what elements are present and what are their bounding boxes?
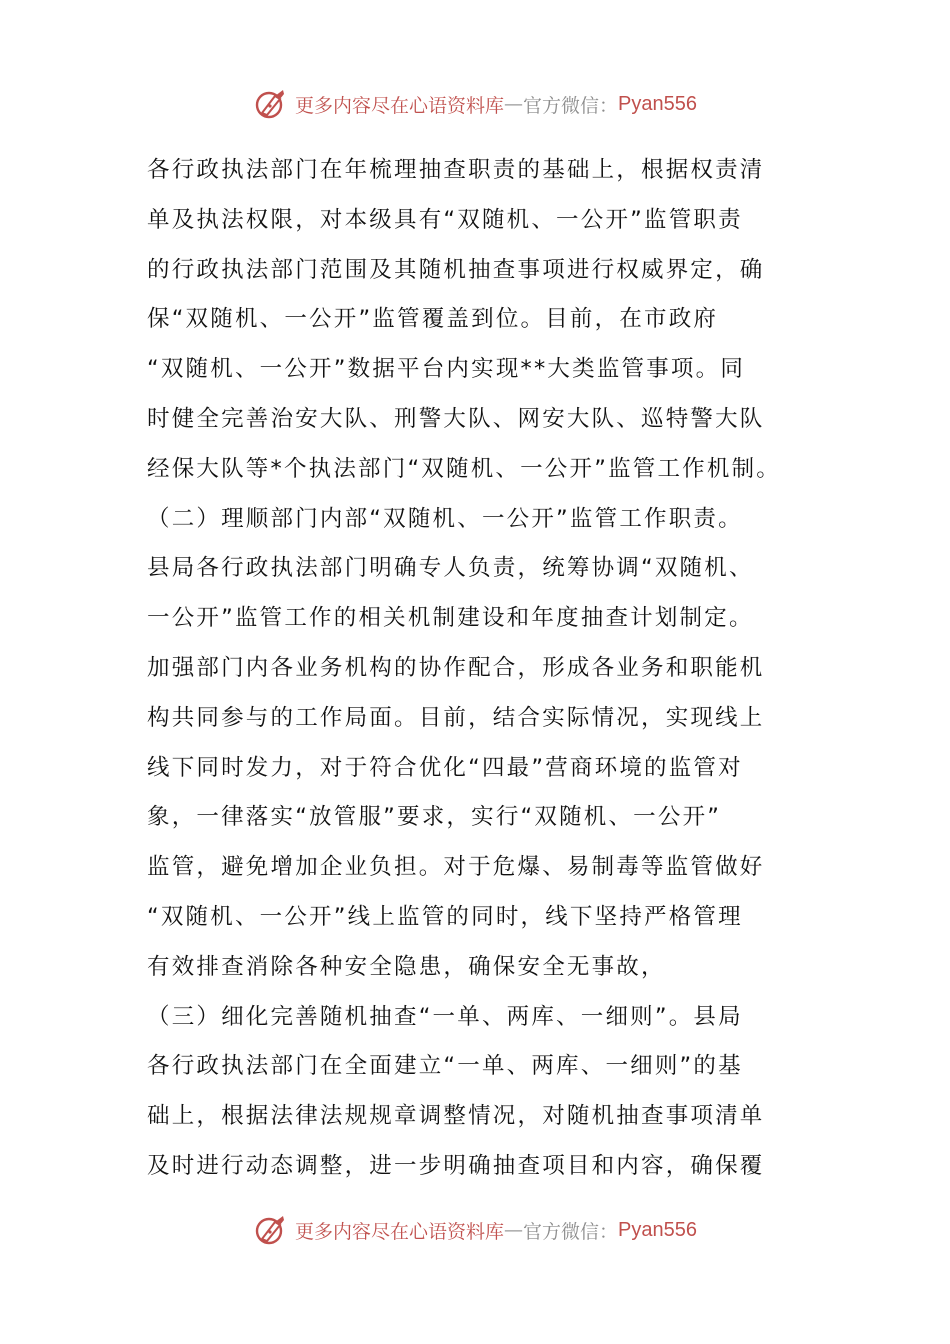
body-line: 监管，避免增加企业负担。对于危爆、易制毒等监管做好 [147,854,765,881]
body-line: 有效排查消除各种安全隐患，确保安全无事故， [147,953,666,980]
body-line: 保“双随机、一公开”监管覆盖到位。目前，在市政府 [147,306,719,333]
body-line: 象，一律落实“放管服”要求，实行“双随机、一公开” [147,804,722,831]
section-heading-line: （二）理顺部门内部“双随机、一公开”监管工作职责。 [147,505,743,532]
banner-text: 更多内容尽在心语资料库 [295,1220,505,1243]
document-body [147,146,827,1192]
header-banner [0,84,950,124]
banner-wechat-label: 官方微信： [523,1220,619,1243]
pen-nib-circle-icon [253,86,289,122]
banner-wechat-id: Pyan556 [618,1218,697,1241]
banner-separator: — [504,1219,524,1241]
body-line: 单及执法权限，对本级具有“双随机、一公开”监管职责 [147,206,743,233]
body-line: 各行政执法部门在年梳理抽查职责的基础上，根据权责清 [147,157,765,183]
body-line: 县局各行政执法部门明确专人负责，统筹协调“双随机、 [147,555,754,582]
body-line: 的行政执法部门范围及其随机抽查事项进行权威界定，确 [147,256,765,283]
pen-nib-circle-icon [253,1212,289,1248]
banner-wechat-label: 官方微信： [523,94,619,117]
banner-wechat-id: Pyan556 [618,92,697,115]
body-line: 础上，根据法律法规规章调整情况，对随机抽查事项清单 [147,1103,765,1130]
body-line: “双随机、一公开”数据平台内实现**大类监管事项。同 [147,356,746,383]
body-line: 经保大队等*个执法部门“双随机、一公开”监管工作机制。 [147,455,781,482]
body-line: 线下同时发力，对于符合优化“四最”营商环境的监管对 [147,754,743,781]
body-line: 一公开”监管工作的相关机制建设和年度抽查计划制定。 [147,605,754,632]
body-line: 各行政执法部门在全面建立“一单、两库、一细则”的基 [147,1053,743,1080]
body-line: 时健全完善治安大队、刑警大队、网安大队、巡特警大队 [147,405,765,432]
section-heading-line: （三）细化完善随机抽查“一单、两库、一细则”。县局 [147,1003,743,1030]
body-line: 构共同参与的工作局面。目前，结合实际情况，实现线上 [147,704,765,731]
body-line: 加强部门内各业务机构的协作配合，形成各业务和职能机 [147,654,765,681]
banner-separator: — [504,93,524,115]
footer-banner [0,1210,950,1250]
body-line: 及时进行动态调整，进一步明确抽查项目和内容，确保覆 [147,1152,765,1179]
banner-text: 更多内容尽在心语资料库 [295,94,505,117]
body-line: “双随机、一公开”线上监管的同时，线下坚持严格管理 [147,903,743,930]
